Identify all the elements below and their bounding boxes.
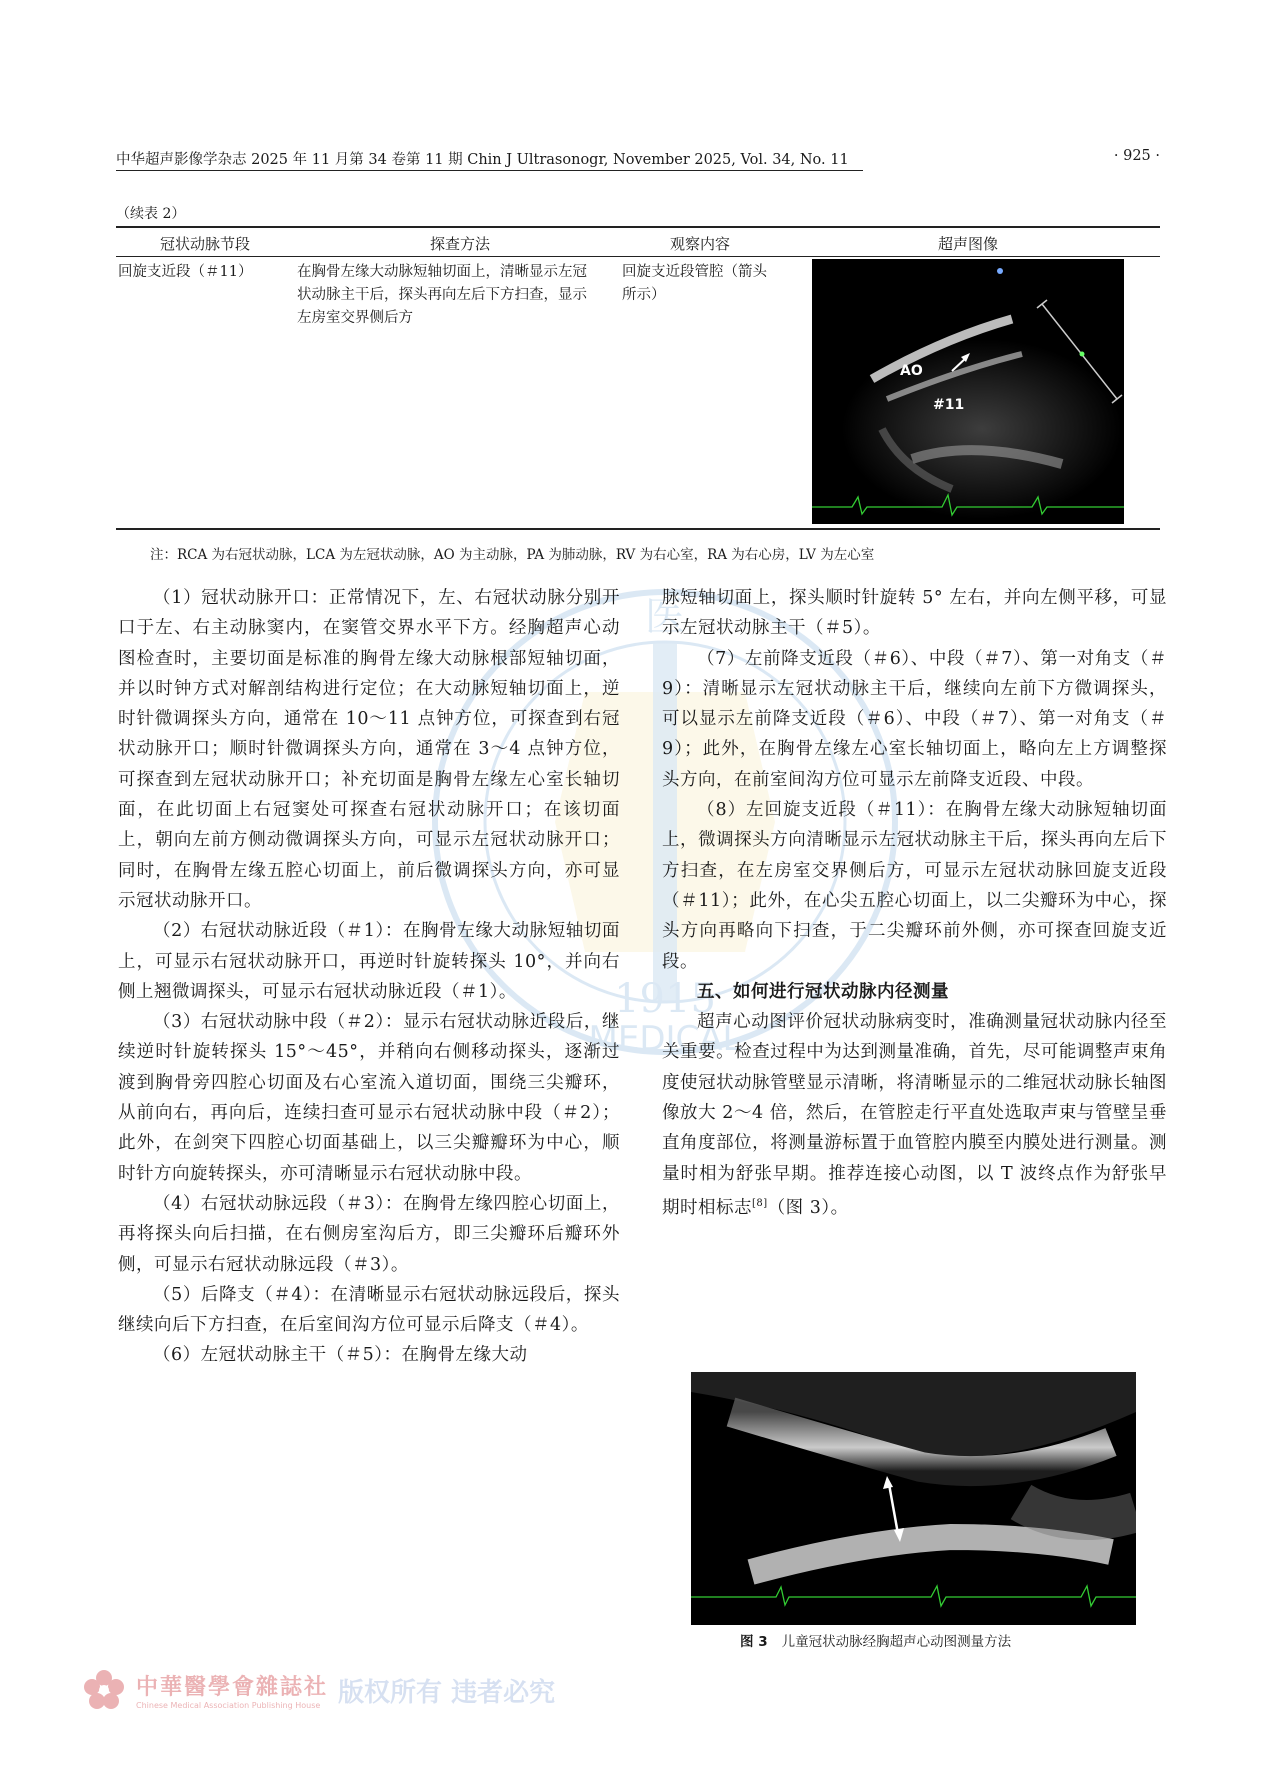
paragraph-rca-distal: （4）右冠状动脉远段（＃3）：在胸骨左缘四腔心切面上，再将探头向后扫描，在右侧房室沟后方，即三尖瓣环后瓣环外侧，可显示右冠状动脉远段（＃3）。 xyxy=(118,1193,620,1275)
echocardiogram-lcx xyxy=(812,259,1124,524)
table-header-observation: 观察内容 xyxy=(669,235,730,253)
echo-label-11: #11 xyxy=(933,397,965,413)
table-header-method: 探查方法 xyxy=(429,235,490,253)
paragraph-rca-mid: （3）右冠状动脉中段（＃2）：显示右冠状动脉近段后，继续逆时针旋转探头 15°～45°，并稍向右侧移动探头，逐渐过渡到胸骨旁四腔心切面及右心室流入道切面，围绕三尖瓣环，从前向右，再向后，连续扫查可显示右冠状动脉中段（＃2）；此外，在剑突下四腔心切面基础上，以三尖瓣瓣环为中心，顺时针方向旋转探头，亦可清晰显示右冠状动脉中段。 xyxy=(118,1012,620,1184)
table-cell-observation: 回旋支近段管腔（箭头所示） xyxy=(622,264,767,303)
table-cell-segment: 回旋支近段（＃11） xyxy=(118,264,253,280)
copyright-notice: 版权所有 违者必究 xyxy=(338,1677,556,1708)
paragraph-coronary-ostia: （1）冠状动脉开口：正常情况下，左、右冠状动脉分别开口于左、右主动脉窦内，在窦管交界水平下方。经胸超声心动图检查时，主要切面是标准的胸骨左缘大动脉根部短轴切面，并以时钟方式对解剖结构进行定位；在大动脉短轴切面上，逆时针微调探头方向，通常在 10～11 点钟方位，可探查到右冠状动脉开口；顺时针微调探头方向，通常在 3～4 点钟方位，可探查到左冠状动脉开口；补充切面是胸骨左缘左心室长轴切面，在此切面上右冠窦处可探查右冠状动脉开口；在该切面上，朝向左前方侧动微调探头方向，可显示左冠状动脉开口；同时，在胸骨左缘五腔心切面上，前后微调探头方向，亦可显示冠状动脉开口。 xyxy=(118,588,620,911)
table-header-rule xyxy=(116,256,1160,257)
paragraph-lm-start: （6）左冠状动脉主干（＃5）：在胸骨左缘大动 xyxy=(153,1345,528,1366)
paragraph-lad: （7）左前降支近段（＃6）、中段（＃7）、第一对角支（＃9）：清晰显示左冠状动脉主干后，继续向左前下方微调探头，可以显示左前降支近段（＃6）、中段（＃7）、第一对角支（＃9）；此外，在胸骨左缘左心室长轴切面上，略向左上方调整探头方向，在前室间沟方位可显示左前降支近段、中段。 xyxy=(662,648,1167,790)
section-heading-measurement: 五、如何进行冠状动脉内径测量 xyxy=(697,981,949,1002)
measurement-text-end: （图 3）。 xyxy=(767,1197,849,1218)
watermark-year: 1915 xyxy=(614,976,716,1022)
table-header-image: 超声图像 xyxy=(937,235,998,253)
paragraph-pda: （5）后降支（＃4）：在清晰显示右冠状动脉远段后，探头继续向后下方扫查，在后室间沟方位可显示后降支（＃4）。 xyxy=(118,1284,620,1336)
publisher-name-cn: 中華醫學會雜誌社 xyxy=(136,1674,329,1700)
flower-logo-icon xyxy=(82,1668,126,1712)
journal-citation: 中华超声影像学杂志 2025 年 11 月第 34 卷第 11 期 Chin J Ultrasonogr, November 2025, Vol. 34, No. 11 xyxy=(116,152,849,168)
watermark-top-text: 医 xyxy=(645,594,685,640)
table-note: 注：RCA 为右冠状动脉，LCA 为左冠状动脉，AO 为主动脉，PA 为肺动脉，RV 为右心室，RA 为右心房，LV 为左心室 xyxy=(150,547,875,563)
figure-3-label: 图 3 xyxy=(740,1634,768,1650)
reference-8: [8] xyxy=(752,1197,768,1209)
echo-sector-graphic xyxy=(812,259,1124,524)
table-cell-method: 在胸骨左缘大动脉短轴切面上，清晰显示左冠状动脉主干后，探头再向左后下方扫查，显示左房室交界侧后方 xyxy=(297,264,587,326)
watermark-bottom-text: MEDICAL xyxy=(588,1019,742,1059)
publisher-footer xyxy=(82,1668,555,1712)
table-bottom-rule xyxy=(116,528,1160,530)
table-header-segment: 冠状动脉节段 xyxy=(159,235,250,253)
paragraph-measurement xyxy=(662,1007,1167,1223)
figure-3-caption xyxy=(740,1630,1011,1650)
echo-label-ao: AO xyxy=(900,363,923,379)
body-column-right xyxy=(662,583,1167,1223)
body-column-left xyxy=(118,583,620,1371)
running-header xyxy=(0,0,1276,175)
table-continued-label: （续表 2） xyxy=(116,206,186,222)
table-top-rule xyxy=(116,226,1160,228)
paragraph-rca-proximal: （2）右冠状动脉近段（＃1）：在胸骨左缘大动脉短轴切面上，可显示右冠状动脉开口，再逆时针旋转探头 10°，并向右侧上翘微调探头，可显示右冠状动脉近段（＃1）。 xyxy=(118,921,620,1002)
figure-3-caption-text: 儿童冠状动脉经胸超声心动图测量方法 xyxy=(781,1634,1012,1650)
figure-3-image xyxy=(691,1372,1136,1625)
measurement-text: 超声心动图评价冠状动脉病变时，准确测量冠状动脉内径至关重要。检查过程中为达到测量准确，首先，尽可能调整声束角度使冠状动脉管壁显示清晰，将清晰显示的二维冠状动脉长轴图像放大 2～4 倍，然后，在管腔走行平直处选取声束与管壁呈垂直角度部位，将测量游标置于血管腔内膜至内膜处进行测量。测量时相为舒张早期。推荐连接心动图，以 T 波终点作为舒张早期时相标志 xyxy=(662,1012,1167,1218)
publisher-name-en: Chinese Medical Association Publishing House xyxy=(136,1701,321,1710)
paragraph-lcx: （8）左回旋支近段（＃11）：在胸骨左缘大动脉短轴切面上，微调探头方向清晰显示左冠状动脉主干后，探头再向左后下方扫查，在左房室交界侧后方，可显示左冠状动脉回旋支近段（＃11）；此外，在心尖五腔心切面上，以二尖瓣环为中心，探头方向再略向下扫查，于二尖瓣环前外侧，亦可探查回旋支近段。 xyxy=(662,800,1167,972)
header-rule xyxy=(116,170,863,171)
paragraph-lm-end: 脉短轴切面上，探头顺时针旋转 5° 左右，并向左侧平移，可显示左冠状动脉主干（＃5）。 xyxy=(662,588,1167,639)
page-number: · 925 · xyxy=(1113,148,1160,164)
figure-3-graphic xyxy=(691,1372,1136,1625)
